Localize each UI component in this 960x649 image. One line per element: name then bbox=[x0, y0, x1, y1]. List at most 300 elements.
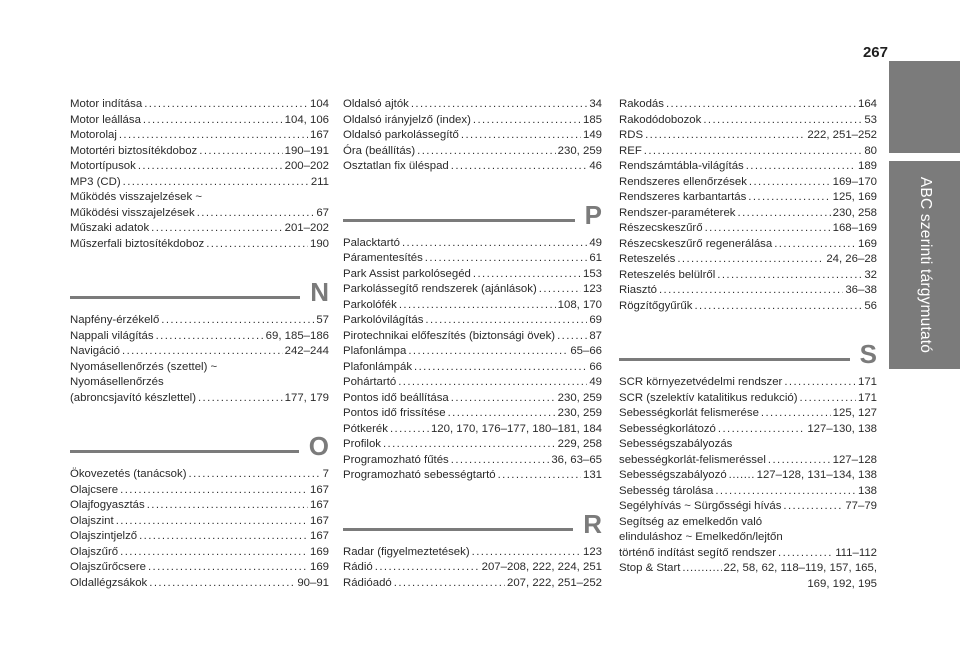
entry-term: Profilok bbox=[343, 438, 381, 450]
entry-pages[interactable]: 125, 169 bbox=[832, 191, 877, 203]
entry-pages[interactable]: 207–208, 222, 224, 251 bbox=[481, 561, 602, 573]
entry-term: Programozható fűtés bbox=[343, 453, 449, 466]
entry-term-line: Működés visszajelzések ~ bbox=[70, 191, 202, 203]
entry-row bbox=[343, 391, 602, 407]
index-entry bbox=[343, 267, 602, 283]
entry-pages[interactable]: 104 bbox=[309, 98, 329, 110]
entry-pages[interactable]: 111–112 bbox=[835, 546, 877, 559]
entry-pages[interactable]: 167 bbox=[309, 499, 329, 511]
entry-row bbox=[70, 344, 329, 360]
entry-pages[interactable]: 69, 185–186 bbox=[265, 329, 329, 342]
entry-pages[interactable]: 77–79 bbox=[845, 500, 877, 512]
entry-row bbox=[619, 221, 877, 237]
index-entry bbox=[70, 360, 329, 407]
entry-row bbox=[70, 545, 329, 561]
index-entry bbox=[70, 344, 329, 360]
dot-leader bbox=[749, 175, 831, 191]
entry-pages[interactable]: 34 bbox=[589, 98, 602, 110]
dot-leader bbox=[199, 144, 282, 160]
entry-pages[interactable]: 49 bbox=[589, 376, 602, 388]
index-entry bbox=[70, 514, 329, 530]
entry-row bbox=[343, 422, 602, 438]
entry-term: Motortípusok bbox=[70, 160, 136, 172]
entry-row bbox=[343, 406, 602, 422]
entry-pages[interactable]: 138 bbox=[857, 484, 877, 497]
entry-pages[interactable]: 171 bbox=[857, 391, 877, 404]
entry-term: Navigáció bbox=[70, 345, 121, 357]
entry-term: RDS bbox=[619, 129, 644, 141]
entry-pages[interactable]: 230, 259 bbox=[557, 407, 602, 419]
index-entry bbox=[619, 128, 877, 144]
index-entry bbox=[619, 422, 877, 438]
entry-pages[interactable]: 230, 258 bbox=[832, 206, 877, 219]
index-entry bbox=[619, 268, 877, 284]
index-entry bbox=[70, 113, 329, 129]
entry-row bbox=[70, 144, 329, 160]
entry-term-line: elinduláshoz ~ Emelkedőn/lejtőn bbox=[619, 531, 783, 543]
entry-pages[interactable]: 169 bbox=[857, 237, 877, 250]
index-column-3 bbox=[619, 97, 877, 592]
dot-leader bbox=[746, 159, 856, 175]
entry-term: Rakodás bbox=[619, 98, 664, 110]
entry-row bbox=[343, 144, 602, 160]
index-entry bbox=[619, 299, 877, 315]
entry-pages[interactable]: 123 bbox=[582, 545, 602, 558]
dot-leader bbox=[425, 313, 587, 329]
entry-term: SCR (szelektív katalitikus redukció) bbox=[619, 391, 798, 404]
index-entry bbox=[619, 484, 877, 500]
dot-leader bbox=[120, 545, 308, 561]
entry-term: (abroncsjavító készlettel) bbox=[70, 391, 196, 404]
index-entry bbox=[343, 97, 602, 113]
entry-row bbox=[343, 329, 602, 345]
entry-row bbox=[343, 267, 602, 283]
entry-term: Sebességkorlátozó bbox=[619, 422, 716, 435]
dot-leader bbox=[539, 282, 581, 298]
entry-term: Motor indítása bbox=[70, 98, 143, 110]
section-letter: R bbox=[583, 508, 602, 539]
index-entry bbox=[70, 237, 329, 253]
entry-row bbox=[619, 422, 877, 438]
index-entry bbox=[343, 236, 602, 252]
entry-row bbox=[343, 128, 602, 144]
entry-row bbox=[70, 514, 329, 530]
dot-leader bbox=[774, 237, 856, 253]
entry-pages[interactable]: 87 bbox=[589, 329, 602, 342]
entry-row bbox=[343, 159, 602, 175]
dot-leader bbox=[703, 113, 862, 129]
index-entry bbox=[343, 128, 602, 144]
index-entry bbox=[619, 97, 877, 113]
entry-pages[interactable]: 242–244 bbox=[284, 345, 329, 357]
index-entry bbox=[619, 437, 877, 468]
index-entry bbox=[619, 144, 877, 160]
entry-term: Olajszintjelző bbox=[70, 530, 138, 542]
entry-term: Óra (beállítás) bbox=[343, 144, 416, 157]
section-divider bbox=[343, 219, 575, 222]
index-entry bbox=[343, 313, 602, 329]
entry-term: Oldallégzsákok bbox=[70, 576, 148, 589]
dot-leader bbox=[399, 298, 556, 314]
entry-row bbox=[343, 97, 602, 113]
entry-pages[interactable]: 65–66 bbox=[570, 345, 602, 357]
entry-pages[interactable]: 67 bbox=[316, 206, 329, 219]
dot-leader bbox=[473, 113, 581, 129]
index-entry bbox=[619, 113, 877, 129]
entry-term: történő indítást segítő rendszer bbox=[619, 546, 777, 559]
entry-term: MP3 (CD) bbox=[70, 175, 121, 188]
entry-term: Rendszámtábla-világítás bbox=[619, 160, 744, 172]
entry-row bbox=[619, 453, 877, 469]
entry-pages[interactable]: 230, 259 bbox=[557, 144, 602, 157]
entry-row bbox=[343, 344, 602, 360]
entry-pages[interactable]: 171 bbox=[857, 376, 877, 388]
entry-term: Palacktartó bbox=[343, 236, 400, 249]
index-column-1 bbox=[70, 97, 329, 591]
dot-leader bbox=[149, 576, 295, 592]
index-entry bbox=[619, 561, 877, 592]
entry-pages[interactable]: 169 bbox=[309, 561, 329, 573]
entry-term: Páramentesítés bbox=[343, 252, 423, 264]
index-entry bbox=[343, 468, 602, 484]
index-entry bbox=[619, 237, 877, 253]
index-entry bbox=[619, 206, 877, 222]
entry-pages[interactable]: 123 bbox=[582, 283, 602, 295]
entry-pages[interactable]: 108, 170 bbox=[557, 298, 602, 311]
entry-row bbox=[343, 545, 602, 561]
entry-row bbox=[619, 159, 877, 175]
entry-term: Programozható sebességtartó bbox=[343, 469, 496, 481]
entry-row bbox=[343, 313, 602, 329]
entry-pages[interactable]: 127–128 bbox=[832, 453, 877, 466]
entry-row bbox=[70, 467, 329, 483]
index-entry bbox=[343, 391, 602, 407]
dot-leader bbox=[748, 190, 830, 206]
section-header bbox=[343, 198, 602, 228]
entry-pages[interactable]: 56 bbox=[864, 299, 877, 312]
dot-leader bbox=[408, 344, 568, 360]
dot-leader bbox=[394, 576, 505, 592]
entry-row bbox=[70, 97, 329, 113]
dot-leader bbox=[122, 344, 283, 360]
entry-row bbox=[619, 128, 877, 144]
index-entry bbox=[70, 329, 329, 345]
section-header bbox=[619, 337, 877, 367]
dot-leader bbox=[451, 159, 588, 175]
section-header bbox=[70, 275, 329, 305]
entry-pages[interactable]: 32 bbox=[864, 268, 877, 281]
dot-leader bbox=[666, 97, 856, 113]
entry-pages[interactable]: 80 bbox=[864, 144, 877, 157]
entry-row bbox=[343, 298, 602, 314]
dot-leader bbox=[682, 561, 721, 577]
entry-term: Rakodódobozok bbox=[619, 113, 702, 126]
index-entry bbox=[619, 406, 877, 422]
index-entry bbox=[619, 159, 877, 175]
entry-row bbox=[619, 144, 877, 160]
dot-leader bbox=[473, 267, 581, 283]
dot-leader bbox=[448, 406, 556, 422]
entry-row bbox=[70, 560, 329, 576]
entry-term: Parkolófék bbox=[343, 298, 397, 311]
entry-pages[interactable]: 127–128, 131–134, 138 bbox=[756, 469, 877, 481]
entry-row bbox=[619, 283, 877, 299]
index-entry bbox=[343, 453, 602, 469]
index-entry bbox=[70, 128, 329, 144]
index-entry bbox=[70, 190, 329, 221]
entry-term-line: Sebességszabályozás bbox=[619, 438, 733, 450]
entry-term: Oldalsó ajtók bbox=[343, 98, 409, 110]
section-letter: O bbox=[308, 431, 329, 461]
entry-term: Nappali világítás bbox=[70, 329, 154, 342]
dot-leader bbox=[677, 252, 824, 268]
entry-term: Rádióadó bbox=[343, 576, 392, 589]
dot-leader bbox=[123, 175, 309, 191]
entry-pages[interactable]: 131 bbox=[582, 469, 602, 481]
entry-pages[interactable]: 125, 127 bbox=[832, 407, 877, 419]
entry-pages[interactable]: 207, 222, 251–252 bbox=[506, 576, 602, 589]
entry-row bbox=[619, 468, 877, 484]
entry-row bbox=[343, 560, 602, 576]
side-tab[interactable] bbox=[889, 161, 960, 369]
entry-term: Olajszint bbox=[70, 514, 114, 527]
entry-pages[interactable]: 222, 251–252 bbox=[807, 129, 877, 141]
entry-term: Sebesség tárolása bbox=[619, 484, 714, 497]
dot-leader bbox=[120, 483, 308, 499]
entry-pages[interactable]: 189 bbox=[857, 160, 877, 172]
entry-row bbox=[70, 483, 329, 499]
entry-term: sebességkorlát-felismeréssel bbox=[619, 453, 766, 466]
index-entry bbox=[343, 298, 602, 314]
dot-leader bbox=[402, 236, 587, 252]
entry-row bbox=[343, 453, 602, 469]
entry-row bbox=[619, 113, 877, 129]
dot-leader bbox=[198, 391, 283, 407]
entry-row bbox=[70, 576, 329, 592]
index-entry bbox=[619, 499, 877, 515]
dot-leader bbox=[557, 329, 587, 345]
entry-term: Oldalsó irányjelző (index) bbox=[343, 113, 471, 126]
index-entry bbox=[619, 468, 877, 484]
entry-pages[interactable]: 167 bbox=[309, 530, 329, 542]
entry-row bbox=[343, 282, 602, 298]
dot-leader bbox=[156, 329, 264, 345]
entry-pages[interactable]: 177, 179 bbox=[284, 391, 329, 404]
entry-pages[interactable]: 169–170 bbox=[832, 175, 877, 188]
dot-leader bbox=[645, 128, 805, 144]
entry-pages[interactable]: 169 bbox=[309, 545, 329, 558]
index-entry bbox=[70, 560, 329, 576]
entry-term-line: Nyomásellenőrzés bbox=[70, 376, 164, 388]
entry-term: Parkolóvilágítás bbox=[343, 314, 424, 326]
section-letter: N bbox=[310, 277, 329, 307]
entry-pages[interactable]: 164 bbox=[857, 98, 877, 110]
entry-pages[interactable]: 229, 258 bbox=[557, 438, 602, 450]
index-entry bbox=[70, 467, 329, 483]
entry-row bbox=[619, 206, 877, 222]
entry-pages[interactable]: 57 bbox=[316, 314, 329, 326]
entry-row bbox=[619, 268, 877, 284]
entry-pages[interactable]: 36–38 bbox=[845, 284, 877, 296]
entry-term: Műszerfali biztosítékdoboz bbox=[70, 237, 205, 250]
dot-leader bbox=[138, 159, 283, 175]
index-entry bbox=[619, 221, 877, 237]
entry-pages-continued[interactable]: 169, 192, 195 bbox=[807, 577, 877, 590]
section-header bbox=[70, 429, 329, 459]
index-entry bbox=[70, 313, 329, 329]
dot-leader bbox=[414, 360, 587, 376]
entry-pages[interactable]: 61 bbox=[589, 252, 602, 264]
entry-pages[interactable]: 69 bbox=[589, 314, 602, 326]
index-entry bbox=[343, 545, 602, 561]
entry-pages[interactable]: 66 bbox=[589, 360, 602, 373]
top-tab-block bbox=[889, 61, 960, 153]
entry-term-line: Segítség az emelkedőn való bbox=[619, 515, 763, 528]
entry-term: Rendszeres ellenőrzések bbox=[619, 175, 747, 188]
index-entry bbox=[619, 190, 877, 206]
entry-pages[interactable]: 120, 170, 176–177, 180–181, 184 bbox=[430, 422, 602, 435]
entry-term: Működési visszajelzések bbox=[70, 206, 195, 219]
entry-pages[interactable]: 36, 63–65 bbox=[551, 453, 602, 466]
entry-row bbox=[70, 329, 329, 345]
entry-term: Pontos idő beállítása bbox=[343, 391, 449, 404]
index-entry bbox=[343, 375, 602, 391]
entry-row bbox=[619, 561, 877, 577]
index-entry bbox=[70, 545, 329, 561]
page-number: 267 bbox=[862, 44, 888, 61]
entry-pages[interactable]: 53 bbox=[864, 113, 877, 126]
entry-row bbox=[619, 97, 877, 113]
entry-term: Plafonlámpák bbox=[343, 360, 413, 373]
entry-term: Motorolaj bbox=[70, 129, 117, 141]
entry-row bbox=[619, 299, 877, 315]
entry-term: Motor leállása bbox=[70, 113, 141, 126]
index-entry bbox=[343, 144, 602, 160]
dot-leader bbox=[472, 545, 581, 561]
dot-leader bbox=[778, 546, 833, 562]
entry-row bbox=[343, 236, 602, 252]
entry-term: Pohártartó bbox=[343, 376, 397, 388]
entry-row bbox=[70, 391, 329, 407]
entry-pages[interactable]: 167 bbox=[309, 514, 329, 527]
entry-pages[interactable]: 49 bbox=[589, 236, 602, 249]
index-entry bbox=[619, 375, 877, 391]
entry-row bbox=[70, 529, 329, 545]
index-column-2 bbox=[343, 97, 602, 591]
entry-pages[interactable]: 24, 26–28 bbox=[826, 253, 877, 265]
entry-row bbox=[619, 391, 877, 407]
entry-term: Osztatlan fix üléspad bbox=[343, 160, 449, 172]
entry-term: Reteszelés belülről bbox=[619, 268, 716, 281]
dot-leader bbox=[119, 128, 308, 144]
entry-pages[interactable]: 104, 106 bbox=[284, 113, 329, 126]
entry-row bbox=[70, 313, 329, 329]
index-entry bbox=[343, 360, 602, 376]
entry-pages[interactable]: 149 bbox=[582, 129, 602, 141]
entry-row bbox=[619, 499, 877, 515]
dot-leader bbox=[197, 206, 315, 222]
entry-pages[interactable]: 190 bbox=[309, 237, 329, 250]
entry-row bbox=[70, 159, 329, 175]
entry-pages[interactable]: 211 bbox=[310, 175, 329, 188]
entry-term: Pirotechnikai előfeszítés (biztonsági övek) bbox=[343, 329, 556, 342]
index-entry bbox=[343, 113, 602, 129]
entry-pages[interactable]: 167 bbox=[309, 483, 329, 496]
index-entry bbox=[343, 344, 602, 360]
entry-term: Sebességkorlát felismerése bbox=[619, 407, 759, 419]
section-divider bbox=[343, 528, 573, 531]
entry-pages[interactable]: 190–191 bbox=[284, 144, 329, 157]
index-entry bbox=[70, 175, 329, 191]
entry-row bbox=[619, 375, 877, 391]
index-entry bbox=[70, 483, 329, 499]
entry-row bbox=[70, 128, 329, 144]
dot-leader bbox=[715, 484, 856, 500]
entry-row bbox=[70, 237, 329, 253]
entry-row bbox=[343, 251, 602, 267]
entry-pages[interactable]: 168–169 bbox=[832, 222, 877, 234]
index-entry bbox=[343, 329, 602, 345]
entry-term: Rendszer-paraméterek bbox=[619, 206, 736, 219]
dot-leader bbox=[375, 560, 480, 576]
entry-pages[interactable]: 185 bbox=[582, 113, 602, 126]
dot-leader bbox=[768, 453, 831, 469]
entry-term: Részecskeszűrő bbox=[619, 222, 703, 234]
entry-pages[interactable]: 22, 58, 62, 118–119, 157, 165, bbox=[723, 562, 877, 574]
section-divider bbox=[619, 358, 850, 361]
entry-pages[interactable]: 167 bbox=[309, 129, 329, 141]
dot-leader bbox=[718, 422, 805, 438]
entry-pages[interactable]: 127–130, 138 bbox=[807, 422, 877, 435]
entry-row bbox=[619, 175, 877, 191]
dot-leader bbox=[151, 221, 283, 237]
entry-pages[interactable]: 46 bbox=[589, 160, 602, 172]
entry-row bbox=[70, 221, 329, 237]
entry-pages[interactable]: 153 bbox=[582, 267, 602, 280]
dot-leader bbox=[738, 206, 831, 222]
entry-term-line: Nyomásellenőrzés (szettel) ~ bbox=[70, 360, 218, 373]
entry-term: REF bbox=[619, 144, 642, 157]
index-entry bbox=[619, 391, 877, 407]
entry-pages[interactable]: 230, 259 bbox=[557, 391, 602, 404]
section-divider bbox=[70, 450, 299, 453]
entry-term: SCR környezetvédelmi rendszer bbox=[619, 376, 783, 388]
dot-leader bbox=[717, 268, 862, 284]
entry-term: Rádió bbox=[343, 561, 373, 573]
entry-term: Riasztó bbox=[619, 284, 657, 296]
dot-leader bbox=[143, 113, 283, 129]
entry-row bbox=[70, 206, 329, 222]
entry-row bbox=[619, 546, 877, 562]
entry-pages[interactable]: 90–91 bbox=[297, 576, 329, 589]
index-entry bbox=[343, 437, 602, 453]
entry-term: Oldalsó parkolássegítő bbox=[343, 129, 459, 141]
entry-pages[interactable]: 201–202 bbox=[284, 222, 329, 234]
dot-leader bbox=[189, 467, 321, 483]
entry-term: Motortéri biztosítékdoboz bbox=[70, 144, 198, 157]
dot-leader bbox=[161, 313, 314, 329]
entry-term: Sebességszabályozó bbox=[619, 469, 727, 481]
dot-leader bbox=[461, 128, 581, 144]
dot-leader bbox=[398, 375, 587, 391]
entry-term: Pontos idő frissítése bbox=[343, 407, 446, 419]
index-entry bbox=[343, 159, 602, 175]
entry-pages[interactable]: 7 bbox=[322, 468, 329, 480]
entry-row bbox=[70, 498, 329, 514]
entry-pages[interactable]: 200–202 bbox=[284, 160, 329, 172]
dot-leader bbox=[411, 97, 587, 113]
entry-term: Rögzítőgyűrűk bbox=[619, 299, 693, 312]
